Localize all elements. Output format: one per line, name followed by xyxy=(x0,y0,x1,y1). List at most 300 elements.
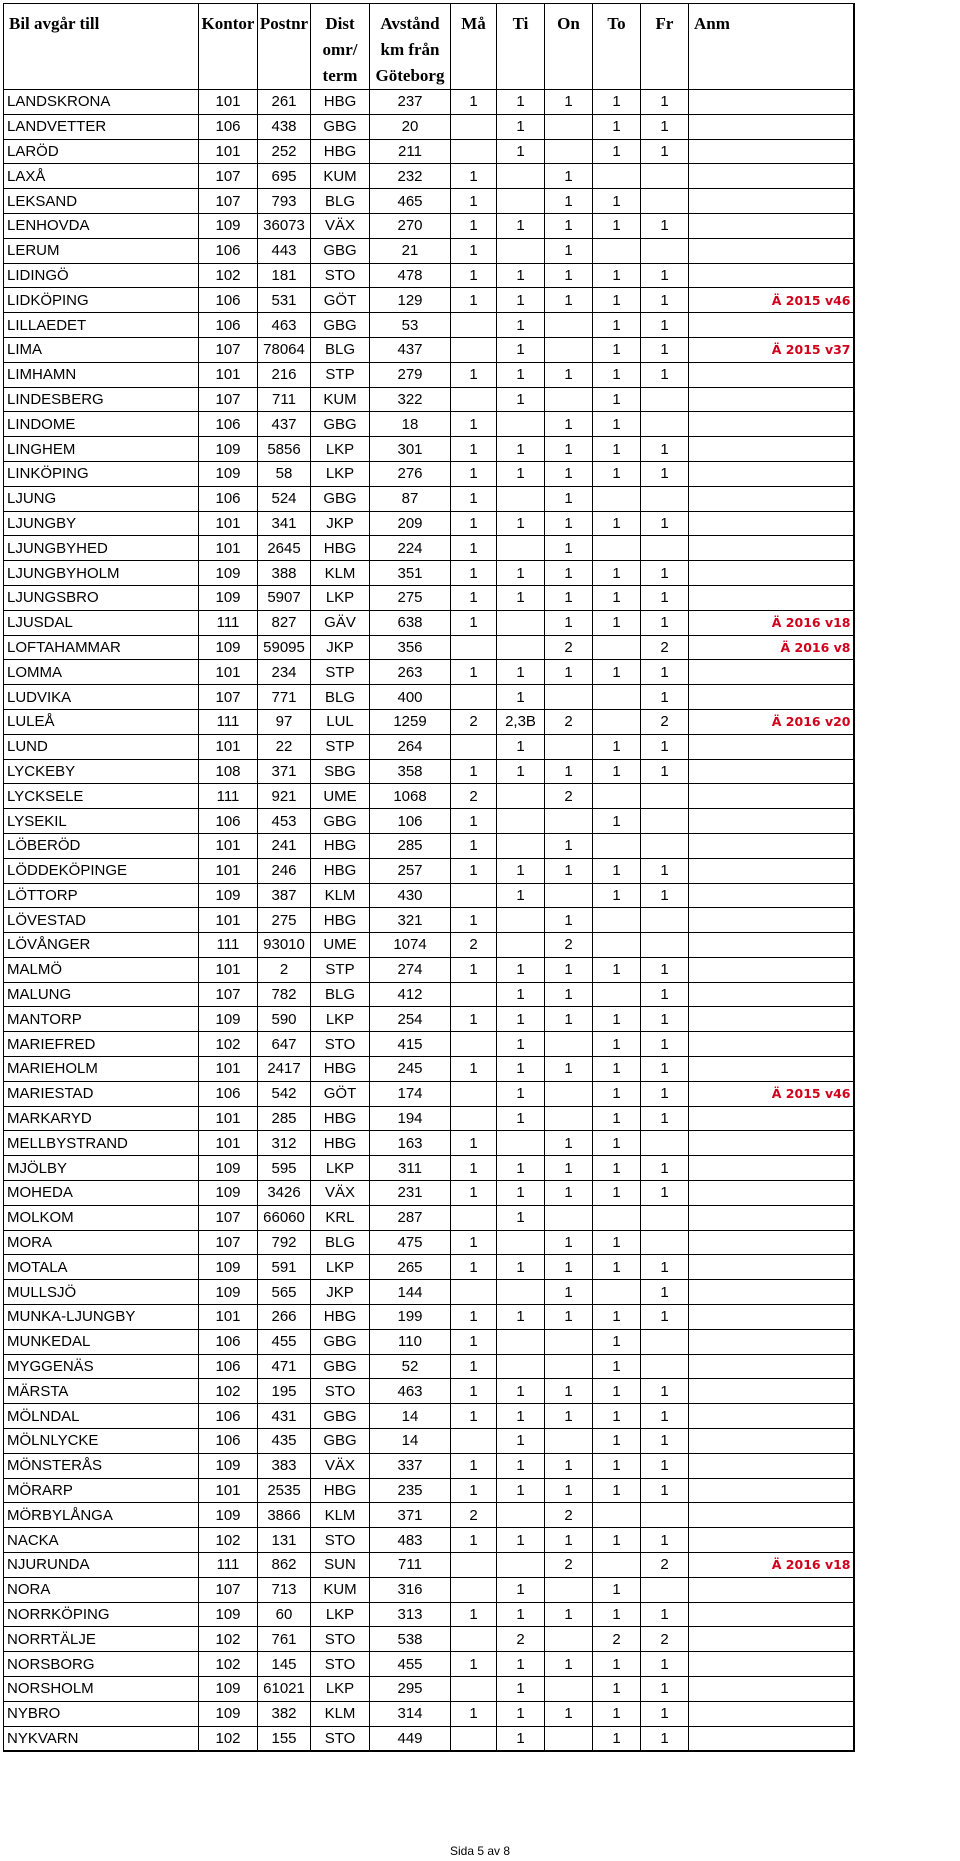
cell-avstand: 415 xyxy=(370,1032,451,1057)
cell-to: 1 xyxy=(593,734,641,759)
cell-to: 1 xyxy=(593,412,641,437)
cell-destination: MALUNG xyxy=(4,982,199,1007)
cell-avstand: 337 xyxy=(370,1453,451,1478)
cell-ti: 1 xyxy=(497,858,545,883)
cell-on: 1 xyxy=(545,1230,593,1255)
cell-on: 1 xyxy=(545,164,593,189)
cell-on: 1 xyxy=(545,1305,593,1330)
header-ma: Må xyxy=(451,4,497,90)
cell-ma: 1 xyxy=(451,759,497,784)
cell-kontor: 109 xyxy=(199,635,258,660)
cell-kontor: 107 xyxy=(199,982,258,1007)
cell-ti: 1 xyxy=(497,883,545,908)
cell-fr: 1 xyxy=(641,759,689,784)
cell-ti: 1 xyxy=(497,263,545,288)
cell-postnr: 792 xyxy=(258,1230,311,1255)
header-destination: Bil avgår till xyxy=(4,4,199,90)
cell-destination: LJUNGBY xyxy=(4,511,199,536)
cell-anm xyxy=(689,461,854,486)
cell-dist: LKP xyxy=(311,1255,370,1280)
cell-kontor: 108 xyxy=(199,759,258,784)
cell-to: 1 xyxy=(593,362,641,387)
cell-postnr: 97 xyxy=(258,709,311,734)
cell-fr: 1 xyxy=(641,1429,689,1454)
cell-destination: LJUNG xyxy=(4,486,199,511)
cell-to: 1 xyxy=(593,90,641,115)
table-row xyxy=(4,982,854,1007)
cell-ma xyxy=(451,635,497,660)
cell-postnr: 713 xyxy=(258,1577,311,1602)
cell-ma: 1 xyxy=(451,189,497,214)
cell-postnr: 2535 xyxy=(258,1478,311,1503)
table-row xyxy=(4,114,854,139)
cell-dist: GBG xyxy=(311,1329,370,1354)
cell-dist: GBG xyxy=(311,412,370,437)
cell-anm: Ä 2016 v18 xyxy=(689,1553,854,1578)
cell-fr xyxy=(641,809,689,834)
cell-ti xyxy=(497,1503,545,1528)
cell-postnr: 216 xyxy=(258,362,311,387)
cell-avstand: 638 xyxy=(370,610,451,635)
cell-kontor: 102 xyxy=(199,1032,258,1057)
cell-on xyxy=(545,387,593,412)
cell-ti: 1 xyxy=(497,511,545,536)
cell-fr: 1 xyxy=(641,114,689,139)
cell-postnr: 2645 xyxy=(258,536,311,561)
cell-postnr: 438 xyxy=(258,114,311,139)
cell-on: 2 xyxy=(545,1553,593,1578)
cell-dist: SBG xyxy=(311,759,370,784)
cell-dist: STP xyxy=(311,734,370,759)
cell-ma: 2 xyxy=(451,784,497,809)
table-body xyxy=(4,90,854,1752)
cell-fr: 1 xyxy=(641,90,689,115)
cell-ti xyxy=(497,784,545,809)
cell-to: 1 xyxy=(593,1701,641,1726)
cell-ti: 1 xyxy=(497,437,545,462)
cell-kontor: 101 xyxy=(199,833,258,858)
cell-destination: MORA xyxy=(4,1230,199,1255)
cell-on: 1 xyxy=(545,1156,593,1181)
cell-kontor: 107 xyxy=(199,337,258,362)
cell-dist: KLM xyxy=(311,883,370,908)
cell-anm xyxy=(689,114,854,139)
cell-fr: 1 xyxy=(641,1032,689,1057)
cell-ti: 1 xyxy=(497,1205,545,1230)
cell-destination: MARIEFRED xyxy=(4,1032,199,1057)
table-row xyxy=(4,1404,854,1429)
cell-ti: 1 xyxy=(497,660,545,685)
cell-fr: 1 xyxy=(641,1181,689,1206)
cell-ma: 1 xyxy=(451,486,497,511)
cell-destination: LENHOVDA xyxy=(4,213,199,238)
cell-to: 2 xyxy=(593,1627,641,1652)
cell-ma: 1 xyxy=(451,288,497,313)
cell-ma: 1 xyxy=(451,461,497,486)
cell-postnr: 590 xyxy=(258,1007,311,1032)
cell-dist: LKP xyxy=(311,1007,370,1032)
cell-on: 1 xyxy=(545,536,593,561)
cell-on xyxy=(545,809,593,834)
cell-fr: 1 xyxy=(641,1726,689,1751)
cell-fr: 1 xyxy=(641,1379,689,1404)
table-row xyxy=(4,1181,854,1206)
cell-destination: LINDESBERG xyxy=(4,387,199,412)
cell-avstand: 371 xyxy=(370,1503,451,1528)
cell-destination: MOHEDA xyxy=(4,1181,199,1206)
cell-ma: 1 xyxy=(451,1478,497,1503)
cell-destination: MYGGENÄS xyxy=(4,1354,199,1379)
cell-postnr: 695 xyxy=(258,164,311,189)
cell-destination: MÖNSTERÅS xyxy=(4,1453,199,1478)
cell-to: 1 xyxy=(593,288,641,313)
cell-fr: 1 xyxy=(641,1652,689,1677)
cell-kontor: 111 xyxy=(199,933,258,958)
cell-avstand: 430 xyxy=(370,883,451,908)
cell-to: 1 xyxy=(593,114,641,139)
cell-dist: KLM xyxy=(311,1503,370,1528)
cell-ti: 1 xyxy=(497,1305,545,1330)
cell-kontor: 107 xyxy=(199,387,258,412)
cell-ma: 2 xyxy=(451,1503,497,1528)
cell-kontor: 106 xyxy=(199,238,258,263)
cell-fr: 1 xyxy=(641,139,689,164)
cell-avstand: 475 xyxy=(370,1230,451,1255)
cell-kontor: 106 xyxy=(199,1354,258,1379)
cell-dist: STO xyxy=(311,1652,370,1677)
cell-to: 1 xyxy=(593,883,641,908)
cell-dist: STP xyxy=(311,660,370,685)
cell-on: 2 xyxy=(545,933,593,958)
cell-postnr: 341 xyxy=(258,511,311,536)
cell-avstand: 295 xyxy=(370,1677,451,1702)
cell-anm: Ä 2016 v8 xyxy=(689,635,854,660)
cell-anm xyxy=(689,1131,854,1156)
cell-fr: 1 xyxy=(641,213,689,238)
cell-postnr: 437 xyxy=(258,412,311,437)
cell-ma xyxy=(451,734,497,759)
cell-anm xyxy=(689,1503,854,1528)
cell-kontor: 109 xyxy=(199,461,258,486)
cell-on xyxy=(545,1627,593,1652)
cell-kontor: 111 xyxy=(199,610,258,635)
table-row xyxy=(4,685,854,710)
cell-ti: 1 xyxy=(497,1404,545,1429)
cell-kontor: 109 xyxy=(199,1503,258,1528)
cell-postnr: 591 xyxy=(258,1255,311,1280)
cell-anm xyxy=(689,933,854,958)
table-row xyxy=(4,1652,854,1677)
cell-ti: 1 xyxy=(497,1081,545,1106)
cell-kontor: 106 xyxy=(199,809,258,834)
cell-destination: MUNKA-LJUNGBY xyxy=(4,1305,199,1330)
cell-on: 1 xyxy=(545,1453,593,1478)
cell-dist: KUM xyxy=(311,387,370,412)
cell-fr xyxy=(641,1131,689,1156)
cell-to: 1 xyxy=(593,337,641,362)
cell-postnr: 2 xyxy=(258,957,311,982)
table-row xyxy=(4,1701,854,1726)
cell-destination: MULLSJÖ xyxy=(4,1280,199,1305)
cell-dist: STO xyxy=(311,1032,370,1057)
cell-ma xyxy=(451,982,497,1007)
cell-postnr: 5907 xyxy=(258,585,311,610)
cell-fr: 1 xyxy=(641,734,689,759)
cell-ti: 1 xyxy=(497,1677,545,1702)
cell-fr: 2 xyxy=(641,709,689,734)
table-row xyxy=(4,1280,854,1305)
cell-ma xyxy=(451,1280,497,1305)
cell-anm xyxy=(689,1230,854,1255)
cell-destination: LANDSKRONA xyxy=(4,90,199,115)
cell-kontor: 109 xyxy=(199,1255,258,1280)
cell-avstand: 21 xyxy=(370,238,451,263)
cell-on: 1 xyxy=(545,1652,593,1677)
header-to: To xyxy=(593,4,641,90)
cell-postnr: 921 xyxy=(258,784,311,809)
cell-fr: 1 xyxy=(641,288,689,313)
cell-kontor: 102 xyxy=(199,1627,258,1652)
cell-destination: LÖVESTAD xyxy=(4,908,199,933)
cell-ti: 2,3B xyxy=(497,709,545,734)
cell-anm xyxy=(689,1305,854,1330)
cell-ma: 1 xyxy=(451,1379,497,1404)
cell-dist: HBG xyxy=(311,833,370,858)
cell-on: 1 xyxy=(545,1701,593,1726)
table-row xyxy=(4,1329,854,1354)
table-row xyxy=(4,1627,854,1652)
cell-ma: 1 xyxy=(451,660,497,685)
cell-destination: NYKVARN xyxy=(4,1726,199,1751)
cell-avstand: 322 xyxy=(370,387,451,412)
cell-postnr: 5856 xyxy=(258,437,311,462)
cell-destination: NORA xyxy=(4,1577,199,1602)
cell-kontor: 101 xyxy=(199,511,258,536)
table-row xyxy=(4,833,854,858)
cell-to: 1 xyxy=(593,1379,641,1404)
cell-ti: 1 xyxy=(497,337,545,362)
cell-destination: NACKA xyxy=(4,1528,199,1553)
cell-fr: 1 xyxy=(641,1255,689,1280)
cell-fr: 1 xyxy=(641,1701,689,1726)
table-row xyxy=(4,957,854,982)
table-row xyxy=(4,561,854,586)
cell-anm xyxy=(689,1602,854,1627)
table-row xyxy=(4,1677,854,1702)
cell-ma: 1 xyxy=(451,809,497,834)
cell-destination: MUNKEDAL xyxy=(4,1329,199,1354)
cell-fr xyxy=(641,1577,689,1602)
cell-ma xyxy=(451,1429,497,1454)
cell-kontor: 101 xyxy=(199,734,258,759)
cell-postnr: 60 xyxy=(258,1602,311,1627)
cell-destination: NYBRO xyxy=(4,1701,199,1726)
cell-dist: UME xyxy=(311,784,370,809)
cell-ti: 1 xyxy=(497,90,545,115)
cell-kontor: 107 xyxy=(199,1230,258,1255)
cell-fr xyxy=(641,784,689,809)
cell-anm xyxy=(689,1627,854,1652)
cell-on: 1 xyxy=(545,1528,593,1553)
cell-on: 1 xyxy=(545,1181,593,1206)
cell-dist: HBG xyxy=(311,536,370,561)
cell-postnr: 371 xyxy=(258,759,311,784)
cell-on: 1 xyxy=(545,511,593,536)
cell-kontor: 109 xyxy=(199,1007,258,1032)
cell-postnr: 275 xyxy=(258,908,311,933)
table-row xyxy=(4,1057,854,1082)
cell-postnr: 58 xyxy=(258,461,311,486)
cell-on xyxy=(545,883,593,908)
cell-ma: 1 xyxy=(451,908,497,933)
cell-fr xyxy=(641,833,689,858)
cell-postnr: 155 xyxy=(258,1726,311,1751)
cell-dist: LKP xyxy=(311,585,370,610)
cell-ti: 1 xyxy=(497,1255,545,1280)
cell-destination: LJUNGBYHED xyxy=(4,536,199,561)
cell-ti xyxy=(497,908,545,933)
cell-fr: 2 xyxy=(641,1627,689,1652)
cell-postnr: 453 xyxy=(258,809,311,834)
cell-anm xyxy=(689,1255,854,1280)
table-row xyxy=(4,809,854,834)
cell-anm xyxy=(689,1429,854,1454)
cell-destination: MÄRSTA xyxy=(4,1379,199,1404)
cell-on: 1 xyxy=(545,908,593,933)
table-row xyxy=(4,784,854,809)
cell-destination: LUDVIKA xyxy=(4,685,199,710)
cell-anm xyxy=(689,139,854,164)
cell-to: 1 xyxy=(593,1156,641,1181)
cell-to: 1 xyxy=(593,957,641,982)
cell-ti xyxy=(497,164,545,189)
cell-to: 1 xyxy=(593,1106,641,1131)
cell-to: 1 xyxy=(593,1032,641,1057)
cell-fr: 1 xyxy=(641,957,689,982)
cell-to: 1 xyxy=(593,1478,641,1503)
cell-fr: 1 xyxy=(641,858,689,883)
cell-kontor: 107 xyxy=(199,685,258,710)
cell-kontor: 109 xyxy=(199,585,258,610)
cell-destination: LYCKEBY xyxy=(4,759,199,784)
cell-dist: HBG xyxy=(311,90,370,115)
cell-ma xyxy=(451,685,497,710)
cell-ti: 1 xyxy=(497,957,545,982)
cell-ti: 1 xyxy=(497,585,545,610)
cell-kontor: 101 xyxy=(199,858,258,883)
cell-fr: 1 xyxy=(641,1453,689,1478)
cell-ma: 1 xyxy=(451,412,497,437)
cell-to: 1 xyxy=(593,809,641,834)
cell-destination: LIDKÖPING xyxy=(4,288,199,313)
cell-postnr: 66060 xyxy=(258,1205,311,1230)
cell-kontor: 107 xyxy=(199,1205,258,1230)
cell-anm xyxy=(689,1280,854,1305)
cell-fr: 1 xyxy=(641,585,689,610)
cell-ma: 1 xyxy=(451,1701,497,1726)
cell-postnr: 827 xyxy=(258,610,311,635)
cell-destination: LIMHAMN xyxy=(4,362,199,387)
table-row xyxy=(4,1379,854,1404)
cell-anm xyxy=(689,263,854,288)
cell-kontor: 102 xyxy=(199,1652,258,1677)
cell-fr: 1 xyxy=(641,1081,689,1106)
cell-to: 1 xyxy=(593,1329,641,1354)
cell-ma: 1 xyxy=(451,263,497,288)
cell-ma xyxy=(451,1677,497,1702)
cell-destination: MARKARYD xyxy=(4,1106,199,1131)
cell-postnr: 145 xyxy=(258,1652,311,1677)
cell-kontor: 109 xyxy=(199,883,258,908)
cell-dist: VÄX xyxy=(311,1181,370,1206)
cell-anm xyxy=(689,1404,854,1429)
cell-anm xyxy=(689,759,854,784)
cell-kontor: 107 xyxy=(199,164,258,189)
cell-ma: 1 xyxy=(451,362,497,387)
cell-ma: 2 xyxy=(451,709,497,734)
cell-ti: 1 xyxy=(497,362,545,387)
table-row xyxy=(4,164,854,189)
cell-destination: MARIEHOLM xyxy=(4,1057,199,1082)
cell-ma: 1 xyxy=(451,1007,497,1032)
cell-to: 1 xyxy=(593,1057,641,1082)
header-avstand: Avstånd km från Göteborg xyxy=(370,4,451,90)
cell-avstand: 129 xyxy=(370,288,451,313)
cell-dist: STO xyxy=(311,1379,370,1404)
cell-on xyxy=(545,313,593,338)
cell-to: 1 xyxy=(593,1602,641,1627)
cell-on: 1 xyxy=(545,486,593,511)
cell-fr: 1 xyxy=(641,362,689,387)
cell-postnr: 595 xyxy=(258,1156,311,1181)
cell-on: 2 xyxy=(545,709,593,734)
cell-dist: HBG xyxy=(311,1305,370,1330)
cell-anm xyxy=(689,1032,854,1057)
header-postnr: Postnr xyxy=(258,4,311,90)
cell-anm xyxy=(689,238,854,263)
cell-kontor: 101 xyxy=(199,957,258,982)
cell-anm xyxy=(689,362,854,387)
cell-to: 1 xyxy=(593,1453,641,1478)
cell-on: 1 xyxy=(545,1478,593,1503)
table-row xyxy=(4,1429,854,1454)
cell-destination: LIMA xyxy=(4,337,199,362)
cell-dist: BLG xyxy=(311,189,370,214)
cell-fr xyxy=(641,1230,689,1255)
table-row xyxy=(4,189,854,214)
cell-postnr: 524 xyxy=(258,486,311,511)
cell-anm xyxy=(689,1379,854,1404)
cell-anm xyxy=(689,1726,854,1751)
cell-dist: JKP xyxy=(311,635,370,660)
table-row xyxy=(4,238,854,263)
cell-postnr: 285 xyxy=(258,1106,311,1131)
cell-kontor: 106 xyxy=(199,1081,258,1106)
cell-avstand: 163 xyxy=(370,1131,451,1156)
cell-on xyxy=(545,1032,593,1057)
cell-destination: LINGHEM xyxy=(4,437,199,462)
cell-avstand: 351 xyxy=(370,561,451,586)
cell-dist: STP xyxy=(311,957,370,982)
cell-dist: KLM xyxy=(311,561,370,586)
cell-avstand: 20 xyxy=(370,114,451,139)
cell-ti xyxy=(497,486,545,511)
cell-avstand: 449 xyxy=(370,1726,451,1751)
table-row xyxy=(4,387,854,412)
cell-ma xyxy=(451,1106,497,1131)
cell-postnr: 312 xyxy=(258,1131,311,1156)
cell-ma: 1 xyxy=(451,957,497,982)
